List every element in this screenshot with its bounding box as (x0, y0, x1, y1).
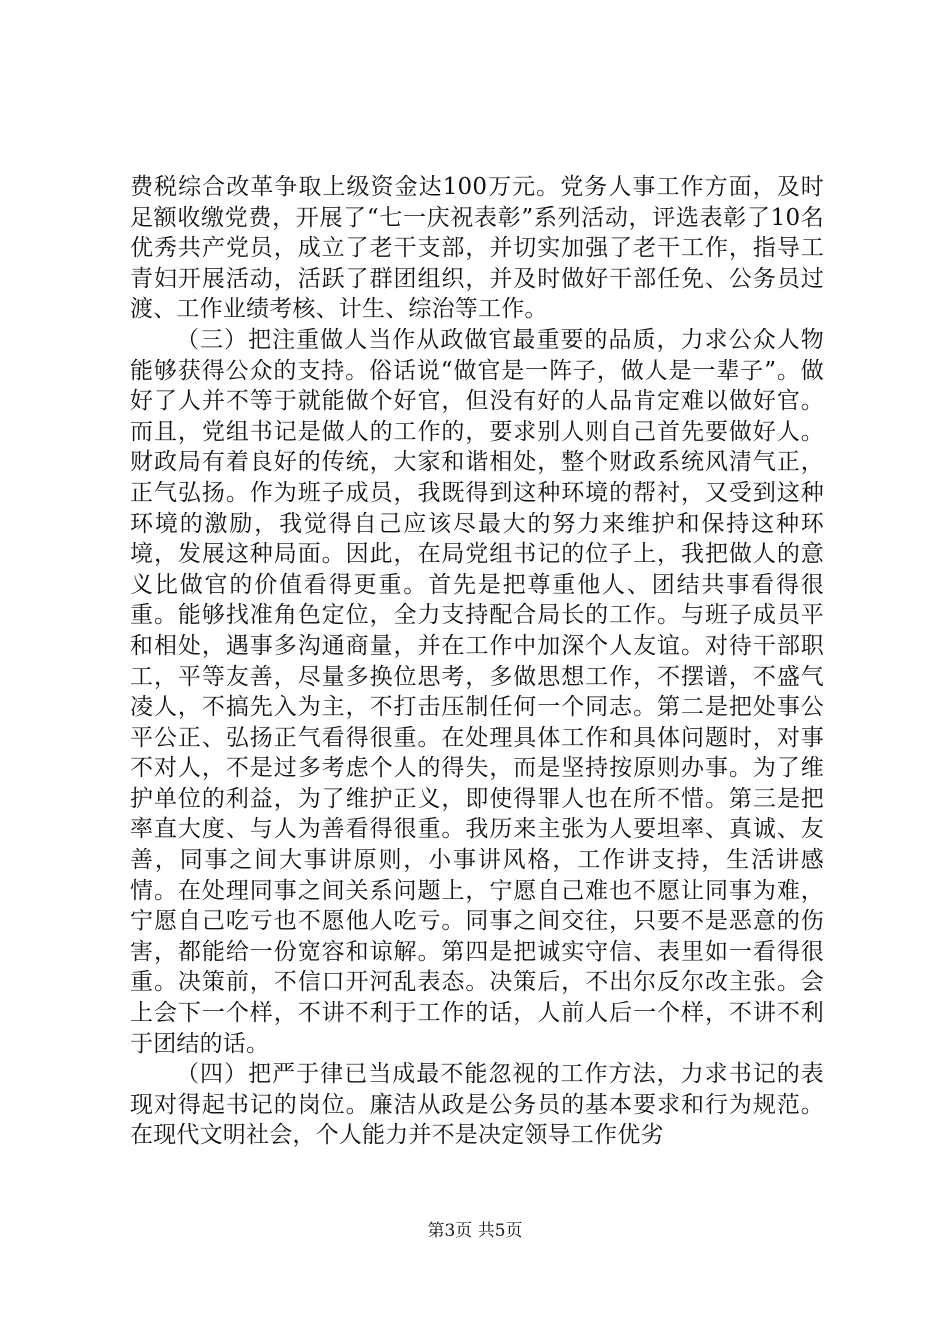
body-text (130, 172, 824, 1151)
paragraph-2: （三）把注重做人当作从政做官最重要的品质，力求公众人物能够获得公众的支持。俗话说“做官是一阵子，做人是一辈子”。做好了人并不等于就能做个好官，但没有好的人品肯定难以做好官。而且，党组书记是做人的工作的，要求别人则自己首先要做好人。财政局有着良好的传统，大家和谐相处，整个财政系统风清气正，正气弘扬。作为班子成员，我既得到这种环境的帮衬，又受到这种环境的激励，我觉得自己应该尽最大的努力来维护和保持这种环境，发展这种局面。因此，在局党组书记的位子上，我把做人的意义比做官的价值看得更重。首先是把尊重他人、团结共事看得很重。能够找准角色定位，全力支持配合局长的工作。与班子成员平和相处，遇事多沟通商量，并在工作中加深个人友谊。对待干部职工，平等友善，尽量多换位思考，多做思想工作，不摆谱，不盛气凌人，不搞先入为主，不打击压制任何一个同志。第二是把处事公平公正、弘扬正气看得很重。在处理具体工作和具体问题时，对事不对人，不是过多考虑个人的得失，而是坚持按原则办事。为了维护单位的利益，为了维护正义，即使得罪人也在所不惜。第三是把率直大度、与人为善看得很重。我历来主张为人要坦率、真诚、友善，同事之间大事讲原则，小事讲风格，工作讲支持，生活讲感情。在处理同事之间关系问题上，宁愿自己难也不愿让同事为难，宁愿自己吃亏也不愿他人吃亏。同事之间交往，只要不是恶意的伤害，都能给一份宽容和谅解。第四是把诚实守信、表里如一看得很重。决策前，不信口开河乱表态。决策后，不出尔反尔改主张。会上会下一个样，不讲不利于工作的话，人前人后一个样，不讲不利于团结的话。 (130, 326, 824, 1057)
paragraph-3: （四）把严于律已当成最不能忽视的工作方法，力求书记的表现对得起书记的岗位。廉洁从政是公务员的基本要求和行为规范。在现代文明社会，个人能力并不是决定领导工作优劣 (130, 1061, 824, 1149)
page-footer: 第3页 共5页 (427, 1221, 523, 1241)
paragraph-1: 费税综合改革争取上级资金达100万元。党务人事工作方面，及时足额收缴党费，开展了“七一庆祝表彰”系列活动，评选表彰了10名优秀共产党员，成立了老干支部，并切实加强了老干工作，指导工青妇开展活动，活跃了群团组织，并及时做好干部任免、公务员过渡、工作业绩考核、计生、综治等工作。 (130, 174, 824, 323)
